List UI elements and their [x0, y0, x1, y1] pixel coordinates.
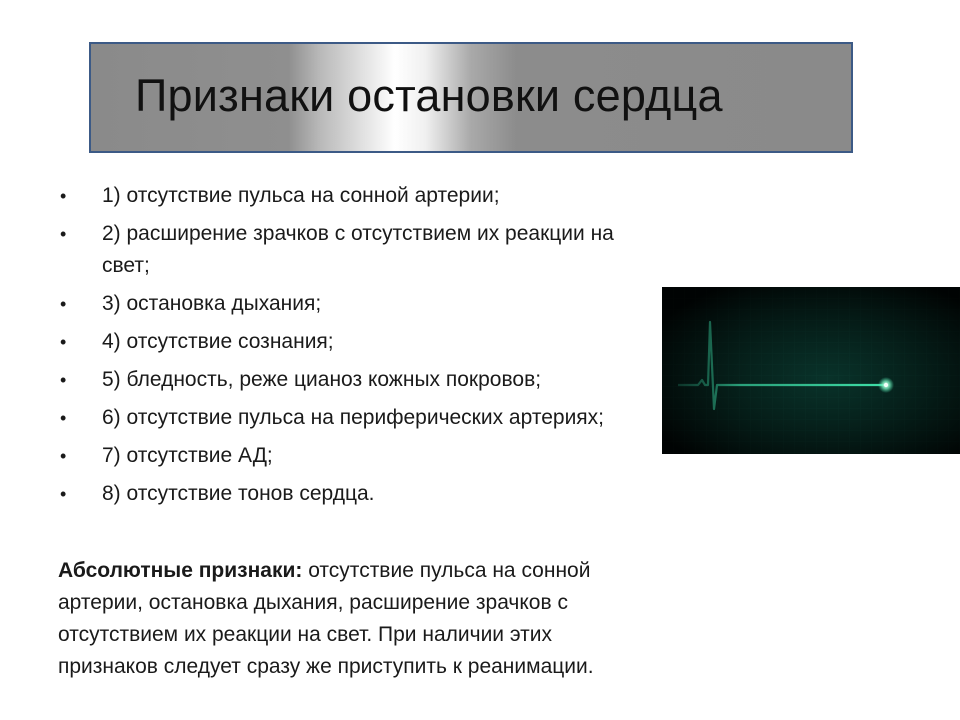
absolute-signs-paragraph [58, 555, 648, 683]
title-banner [89, 42, 853, 153]
bullet-icon: • [60, 294, 67, 314]
slide-title: Признаки остановки сердца [135, 70, 723, 121]
list-item-text: 3) остановка дыхания; [102, 292, 322, 315]
list-item-text: 7) отсутствие АД; [102, 444, 273, 467]
list-item [60, 402, 640, 434]
bullet-icon: • [60, 446, 67, 466]
list-item-text: 2) расширение зрачков с отсутствием их реакции на свет; [102, 222, 614, 277]
bullet-icon: • [60, 224, 67, 244]
list-item [60, 364, 640, 396]
bullet-icon: • [60, 408, 67, 428]
list-item [60, 180, 640, 212]
list-item-text: 4) отсутствие сознания; [102, 330, 334, 353]
list-item [60, 288, 640, 320]
list-item-text: 6) отсутствие пульса на периферических артериях; [102, 406, 605, 429]
list-item-text: 8) отсутствие тонов сердца. [102, 482, 375, 505]
list-item-text: 5) бледность, реже цианоз кожных покровов; [102, 368, 542, 391]
list-item [60, 326, 640, 358]
bullet-icon: • [60, 484, 67, 504]
list-item [60, 478, 640, 510]
list-item [60, 440, 640, 472]
bullet-icon: • [60, 370, 67, 390]
list-item-text: 1) отсутствие пульса на сонной артерии; [102, 184, 500, 207]
absolute-signs-text: отсутствие пульса на сонной артерии, остановка дыхания, расширение зрачков с отсутствием их реакции на свет. При наличии этих признаков следует сразу же приступить к реанимации. [58, 559, 594, 678]
absolute-signs-label: Абсолютные признаки: [58, 559, 303, 582]
bullet-icon: • [60, 332, 67, 352]
list-item [60, 218, 640, 282]
ecg-flatline-icon [662, 287, 960, 454]
signs-list [60, 180, 640, 516]
bullet-icon: • [60, 186, 67, 206]
